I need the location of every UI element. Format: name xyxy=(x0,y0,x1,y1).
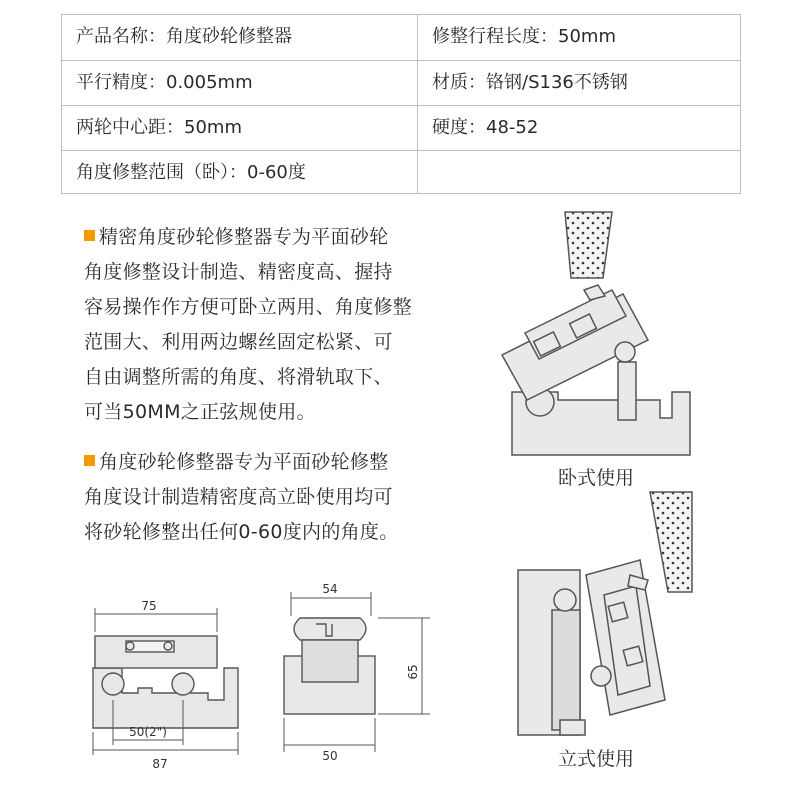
caption-lying-usage: 卧式使用 xyxy=(558,467,635,489)
desc-line: 角度修整设计制造、精密度高、握持 xyxy=(84,261,393,283)
spec-parallel-accuracy: 平行精度：0.005mm xyxy=(76,72,253,93)
dim-54: 54 xyxy=(322,582,338,596)
drawing-side-stem xyxy=(302,640,358,682)
frame-insert xyxy=(552,610,580,730)
desc-line: 自由调整所需的角度、将滑轨取下、 xyxy=(84,366,393,388)
dim-50-2: 50(2") xyxy=(129,725,167,739)
desc-text: 角度砂轮修整器专为平面砂轮修整 xyxy=(99,451,389,473)
caption-standing-usage: 立式使用 xyxy=(558,748,635,770)
top-roller xyxy=(554,589,576,611)
spec-stroke-length: 修整行程长度：50mm xyxy=(432,26,616,47)
desc-line: 范围大、利用两边螺丝固定松紧、可 xyxy=(84,331,393,353)
spec-material: 材质：铬钢/S136不锈钢 xyxy=(432,72,628,93)
drawing-front-hole xyxy=(164,642,172,650)
standing-usage-illustration xyxy=(518,492,692,735)
dim-50: 50 xyxy=(322,749,338,763)
spec-product-name: 产品名称：角度砂轮修整器 xyxy=(76,26,292,47)
frame-foot xyxy=(560,720,585,735)
dim-87: 87 xyxy=(152,757,168,771)
drawing-front-hole xyxy=(126,642,134,650)
lying-usage-illustration xyxy=(502,212,690,455)
technical-drawing-side xyxy=(284,582,430,763)
slide-slot xyxy=(608,602,628,622)
desc-text: 精密角度砂轮修整器专为平面砂轮 xyxy=(99,226,389,248)
side-roller xyxy=(591,666,611,686)
desc-line: 可当50MM之正弦规使用。 xyxy=(84,401,316,423)
support-post xyxy=(618,362,636,420)
spec-angle-range: 角度修整范围（卧）：0-60度 xyxy=(76,162,306,183)
desc-line: 将砂轮修整出任何0-60度内的角度。 xyxy=(84,521,399,543)
technical-drawing-front xyxy=(93,599,238,771)
dim-75: 75 xyxy=(141,599,157,613)
drawing-front-roller xyxy=(172,673,194,695)
slide-slot xyxy=(623,646,643,666)
grinding-wheel xyxy=(650,492,692,592)
grinding-wheel xyxy=(565,212,612,278)
drawing-front-roller xyxy=(102,673,124,695)
spec-wheel-center-distance: 两轮中心距：50mm xyxy=(76,117,242,138)
desc-line: 角度设计制造精密度高立卧使用均可 xyxy=(84,486,393,508)
dim-65: 65 xyxy=(406,664,420,680)
desc-line: 容易操作作方便可卧立两用、角度修整 xyxy=(84,296,413,318)
support-ball xyxy=(615,342,635,362)
spec-hardness: 硬度：48-52 xyxy=(432,117,539,138)
